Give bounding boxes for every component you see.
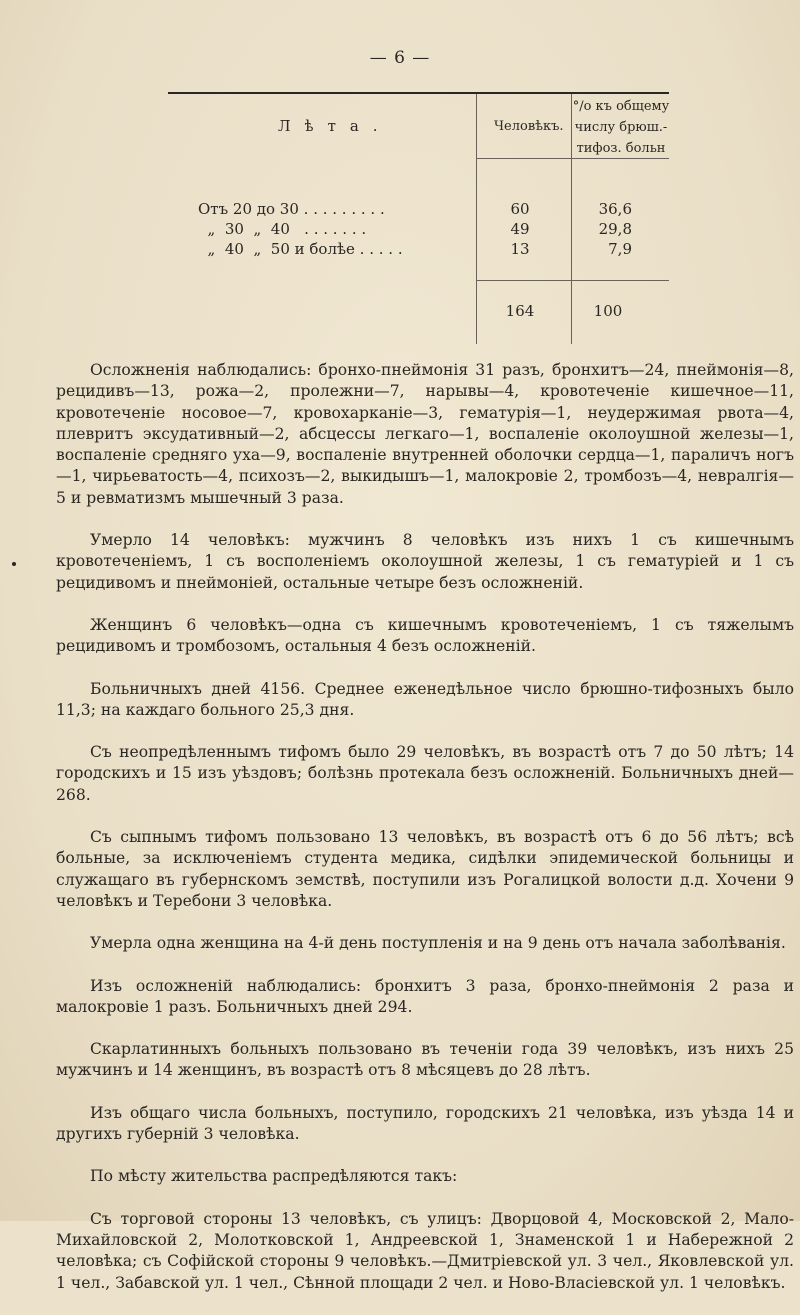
header-age: Лѣта.	[278, 117, 392, 135]
header-percent	[571, 96, 671, 159]
paragraph: Съ неопредѣленнымъ тифомъ было 29 человѣкъ, въ возрастѣ отъ 7 до 50 лѣтъ; 14 городскихъ и 15 изъ уѣздовъ; болѣзнь протекала безъ осложненій. Больничныхъ дней—268.	[56, 743, 794, 804]
paper-speck	[12, 562, 16, 566]
table-total-rule	[476, 280, 669, 281]
paragraph: Осложненія наблюдались: бронхо-пнеймонія 31 разъ, бронхитъ—24, пнеймонія—8, рецидивъ—13, рожа—2, пролежни—7, нарывы—4, кровотеченіе кишечное—11, кровотеченіе носовое—7, кровохарканіе—3, гематурія—1, неудержимая рвота—4, плевритъ эксудативный—2, абсцессы легкаго—1, воспаленіе околоушной железы—1, воспаленіе средняго уха—9, воспаленіе внутренней оболочки сердца—1, параличъ ногъ—1, чирьеватость—4, психозъ—2, выкидышъ—1, малокровіе 2, тромбозъ—4, невралгія—5 и ревматизмъ мышечный 3 раза.	[56, 361, 794, 507]
paragraph: Съ сыпнымъ тифомъ пользовано 13 человѣкъ, въ возрастѣ отъ 6 до 56 лѣтъ; всѣ больные, за исключеніемъ студента медика, сидѣлки эпидемической больницы и служащаго въ губернскомъ земствѣ, поступили изъ Рогалицкой волости д.д. Хочени 9 человѣкъ и Теребони 3 человѣка.	[56, 828, 794, 910]
paragraph: Умерло 14 человѣкъ: мужчинъ 8 человѣкъ изъ нихъ 1 съ кишечнымъ кровотеченіемъ, 1 съ восполеніемъ околоушной железы, 1 съ гематуріей и 1 съ рецидивомъ и пнеймоніей, остальные четыре безъ осложненій.	[56, 531, 794, 592]
row-percent: 7,9	[608, 240, 632, 258]
header-people: Человѣкъ.	[494, 119, 564, 134]
paragraph: Женщинъ 6 человѣкъ—одна съ кишечнымъ кровотеченіемъ, 1 съ тяжелымъ рецидивомъ и тромбозомъ, остальныя 4 безъ осложненій.	[56, 615, 794, 656]
paragraph: Больничныхъ дней 4156. Среднее еженедѣльное число брюшно-тифозныхъ было 11,3; на каждаго больного 25,3 дня.	[56, 679, 794, 719]
table-row	[168, 200, 669, 220]
paragraph: По мѣсту жительства распредѣляются такъ:	[90, 1167, 458, 1186]
header-percent-line: числу брюш.-	[574, 120, 668, 135]
body-text	[56, 360, 794, 1315]
header-percent-line: тифоз. больн	[576, 141, 666, 156]
row-age-range: „ 30 „ 40 . . . . . . .	[198, 220, 367, 238]
row-count: 13	[510, 240, 530, 258]
paragraph: Умерла одна женщина на 4-й день поступленія и на 9 день отъ начала заболѣванія.	[90, 934, 786, 953]
total-count: 164	[505, 302, 535, 320]
row-count: 60	[510, 200, 530, 218]
paragraph: Скарлатинныхъ больныхъ пользовано въ теченіи года 39 человѣкъ, изъ нихъ 25 мужчинъ и 14 женщинъ, въ возрастѣ отъ 8 мѣсяцевъ до 28 лѣтъ.	[56, 1040, 794, 1080]
row-percent: 29,8	[598, 220, 632, 238]
page-number: — 6 —	[369, 48, 431, 68]
paragraph: Изъ осложненій наблюдались: бронхитъ 3 раза, бронхо-пнеймонія 2 раза и малокровіе 1 разъ. Больничныхъ дней 294.	[56, 976, 794, 1016]
row-age-range: Отъ 20 до 30 . . . . . . . . .	[198, 200, 385, 218]
row-count: 49	[510, 220, 530, 238]
table-row	[168, 220, 669, 240]
paragraph: Изъ общаго числа больныхъ, поступило, городскихъ 21 человѣка, изъ уѣзда 14 и другихъ губерній 3 человѣка.	[56, 1103, 794, 1144]
header-percent-line: °/o къ общему	[572, 99, 670, 114]
total-percent: 100	[593, 302, 623, 320]
row-percent: 36,6	[598, 200, 632, 218]
paragraph: Съ торговой стороны 13 человѣкъ, съ улицъ: Дворцовой 4, Московской 2, Мало-Михайловской 2, Молотковской 1, Андреевской 1, Знаменской 1 и Набережной 2 человѣка; съ Софійской стороны 9 человѣкъ.—Дмитріевской ул. 3 чел., Яковлевской ул. 1 чел., Забавской ул. 1 чел., Сѣнной площади 2 чел. и Ново-Власіевской ул. 1 человѣкъ.	[56, 1209, 794, 1292]
table-row	[168, 240, 669, 260]
age-distribution-table	[168, 92, 669, 344]
row-age-range: „ 40 „ 50 и болѣе . . . . .	[198, 240, 403, 258]
